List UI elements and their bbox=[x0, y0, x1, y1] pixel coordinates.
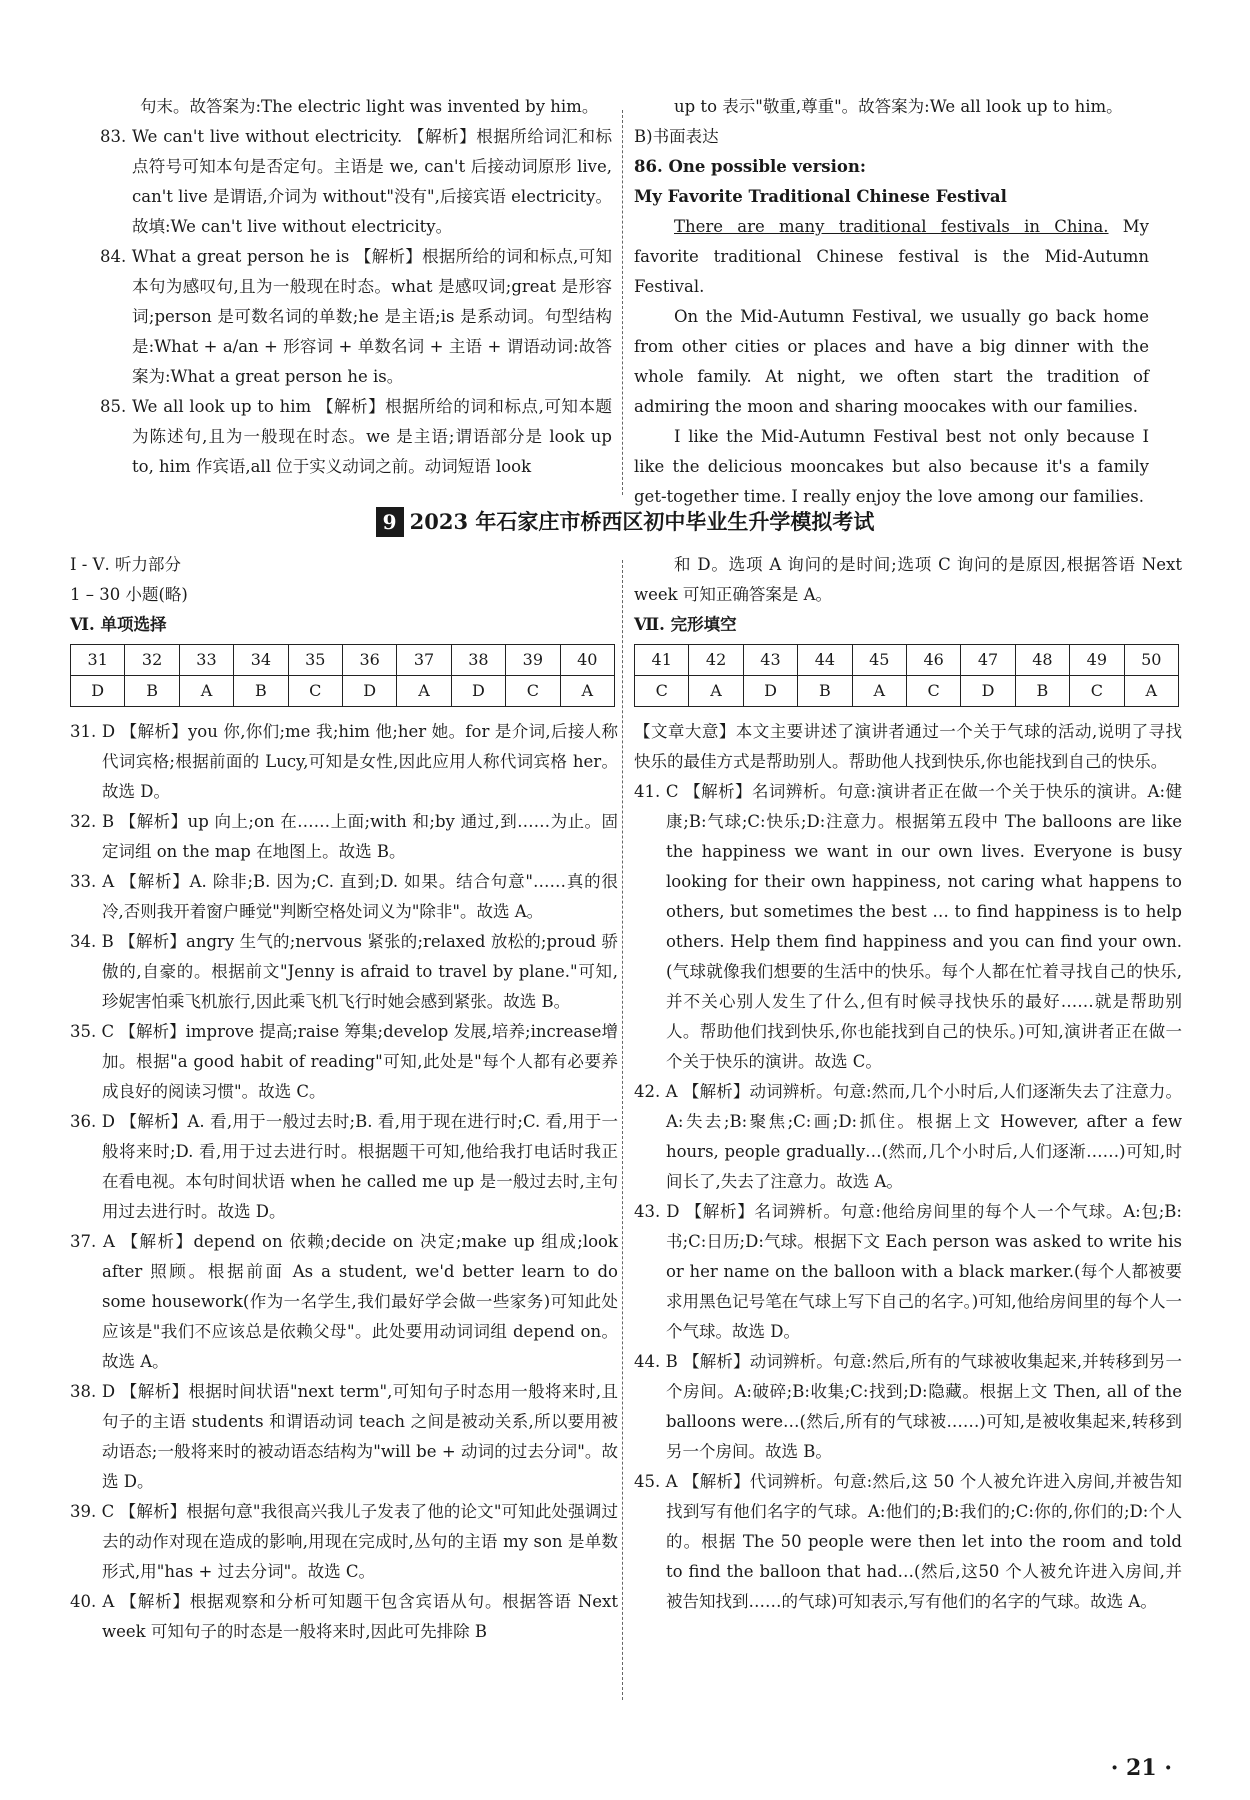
paragraph: 36. D 【解析】A. 看,用于一般过去时;B. 看,用于现在进行时;C. 看,用于一般将来时;D. 看,用于过去进行时。根据题干可知,他给我打电话时我正在看电视。本句时间状语 when he called me up 是一般过去时,主句用过去进行时。故选 D。 bbox=[70, 1112, 618, 1221]
question-number-cell: 37 bbox=[397, 645, 451, 676]
question-number-cell: 39 bbox=[506, 645, 560, 676]
answer-table-cloze bbox=[634, 644, 1179, 707]
question-number-cell: 43 bbox=[743, 645, 797, 676]
paragraph: Ⅶ. 完形填空 bbox=[634, 615, 737, 634]
answer-cell: C bbox=[635, 676, 689, 707]
paragraph: 和 D。选项 A 询问的是时间;选项 C 询问的是原因,根据答语 Next week 可知正确答案是 A。 bbox=[634, 555, 1182, 604]
section-number-badge: 9 bbox=[376, 507, 404, 537]
answer-cell: D bbox=[451, 676, 505, 707]
answer-cell: C bbox=[288, 676, 342, 707]
paragraph: 35. C 【解析】improve 提高;raise 筹集;develop 发展,培养;increase增加。根据"a good habit of reading"可知,此处是"每个人都有必要养成良好的阅读习惯"。故选 C。 bbox=[70, 1022, 618, 1101]
answer-cell: B bbox=[125, 676, 179, 707]
paragraph: 41. C 【解析】名词辨析。句意:演讲者正在做一个关于快乐的演讲。A:健康;B:气球;C:快乐;D:注意力。根据第五段中 The balloons are like the happiness we want in our own lives. Everyone is busy looking for their own happiness, not caring what happens to others, but sometimes the best … to find happiness is to help others. Help them find happiness and you can find your own.(气球就像我们想要的生活中的快乐。每个人都在忙着寻找自己的快乐,并不关心别人发生了什么,但有时候寻找快乐的最好……就是帮助别人。帮助他们找到快乐,你也能找到自己的快乐。)可知,演讲者正在做一个关于快乐的演讲。故选 C。 bbox=[634, 782, 1182, 1071]
paragraph: 40. A 【解析】根据观察和分析可知题干包含宾语从句。根据答语 Next week 可知句子的时态是一般将来时,因此可先排除 B bbox=[70, 1592, 618, 1641]
answer-cell: B bbox=[234, 676, 288, 707]
paragraph: I like the Mid-Autumn Festival best not only because I like the delicious mooncakes but also because it's a family get-together time. I really enjoy the love among our families. bbox=[634, 427, 1149, 506]
answer-cell: A bbox=[689, 676, 743, 707]
paragraph: 86. One possible version: bbox=[634, 157, 866, 176]
question-number-cell: 36 bbox=[342, 645, 396, 676]
paragraph: 43. D 【解析】名词辨析。句意:他给房间里的每个人一个气球。A:包;B:书;C:日历;D:气球。根据下文 Each person was asked to write his or her name on the balloon with a black marker.(每个人都被要求用黑色记号笔在气球上写下自己的名字。)可知,他给房间里的每个人一个气球。故选 D。 bbox=[634, 1202, 1182, 1341]
paragraph: 38. D 【解析】根据时间状语"next term",可知句子时态用一般将来时,且句子的主语 students 和谓语动词 teach 之间是被动关系,所以要用被动语态;一般将来时的被动语态结构为"will be + 动词的过去分词"。故选 D。 bbox=[70, 1382, 618, 1491]
bottom-left-column bbox=[70, 550, 618, 1647]
question-number-cell: 49 bbox=[1070, 645, 1124, 676]
question-number-cell: 45 bbox=[852, 645, 906, 676]
answer-cell: D bbox=[743, 676, 797, 707]
page-number: · 21 · bbox=[1110, 1755, 1172, 1781]
paragraph: On the Mid-Autumn Festival, we usually go back home from other cities or places and have a big dinner with the whole family. At night, we often start the tradition of admiring the moon and sharing moocakes with our families. bbox=[634, 307, 1149, 416]
question-number-cell: 48 bbox=[1015, 645, 1069, 676]
question-number-cell: 35 bbox=[288, 645, 342, 676]
paragraph: 44. B 【解析】动词辨析。句意:然后,所有的气球被收集起来,并转移到另一个房间。A:破碎;B:收集;C:找到;D:隐藏。根据上文 Then, all of the balloons were…(然后,所有的气球被……)可知,是被收集起来,转移到另一个房间。故选 B。 bbox=[634, 1352, 1182, 1461]
paragraph: 31. D 【解析】you 你,你们;me 我;him 他;her 她。for 是介词,后接人称代词宾格;根据前面的 Lucy,可知是女性,因此应用人称代词宾格 her。故选 D。 bbox=[70, 722, 618, 801]
question-number-cell: 34 bbox=[234, 645, 288, 676]
question-number-cell: 44 bbox=[798, 645, 852, 676]
underlined-sentence: There are many traditional festivals in China. bbox=[674, 217, 1109, 236]
answer-cell: A bbox=[397, 676, 451, 707]
question-number-cell: 50 bbox=[1124, 645, 1178, 676]
section-heading bbox=[0, 505, 1250, 539]
question-number-cell: 47 bbox=[961, 645, 1015, 676]
section-title: 2023 年石家庄市桥西区初中毕业生升学模拟考试 bbox=[409, 509, 875, 534]
answer-cell: A bbox=[560, 676, 614, 707]
answer-table-single-choice bbox=[70, 644, 615, 707]
paragraph: 42. A 【解析】动词辨析。句意:然而,几个小时后,人们逐渐失去了注意力。A:失去;B:聚焦;C:画;D:抓住。根据上文 However, after a few hours, people gradually…(然而,几个小时后,人们逐渐……)可知,时间长了,失去了注意力。故选 A。 bbox=[634, 1082, 1182, 1191]
bottom-right-column bbox=[634, 550, 1182, 1617]
paragraph: 39. C 【解析】根据句意"我很高兴我儿子发表了他的论文"可知此处强调过去的动作对现在造成的影响,用现在完成时,丛句的主语 my son 是单数形式,用"has + 过去分词"。故选 C。 bbox=[70, 1502, 618, 1581]
paragraph: 83. We can't live without electricity. 【解析】根据所给词汇和标点符号可知本句是否定句。主语是 we, can't 后接动词原形 live, can't live 是谓语,介词为 without"没有",后接宾语 electricity。故填:We can't live without electricity。 bbox=[100, 127, 612, 236]
top-right-column bbox=[634, 92, 1149, 512]
paragraph: 45. A 【解析】代词辨析。句意:然后,这 50 个人被允许进入房间,并被告知找到写有他们名字的气球。A:他们的;B:我们的;C:你的,你们的;D:个人的。根据 The 50 people were then let into the room and told to find the balloon that had…(然后,这50 个人被允许进入房间,并被告知找到……的气球)可知表示,写有他们的名字的气球。故选 A。 bbox=[634, 1472, 1182, 1611]
answer-cell: D bbox=[961, 676, 1015, 707]
answer-cell: A bbox=[179, 676, 233, 707]
paragraph: up to 表示"敬重,尊重"。故答案为:We all look up to him。 bbox=[674, 97, 1123, 116]
question-number-cell: 41 bbox=[635, 645, 689, 676]
top-left-column bbox=[100, 92, 612, 482]
paragraph: My Favorite Traditional Chinese Festival bbox=[634, 187, 1007, 206]
paragraph: 【文章大意】本文主要讲述了演讲者通过一个关于气球的活动,说明了寻找快乐的最佳方式是帮助别人。帮助他人找到快乐,你也能找到自己的快乐。 bbox=[634, 722, 1182, 771]
answer-cell: A bbox=[1124, 676, 1178, 707]
paragraph: 1 – 30 小题(略) bbox=[70, 585, 188, 604]
paragraph: 34. B 【解析】angry 生气的;nervous 紧张的;relaxed 放松的;proud 骄傲的,自豪的。根据前文"Jenny is afraid to travel by plane."可知,珍妮害怕乘飞机旅行,因此乘飞机飞行时她会感到紧张。故选 B。 bbox=[70, 932, 618, 1011]
answer-cell: B bbox=[798, 676, 852, 707]
answer-cell: C bbox=[906, 676, 960, 707]
paragraph: 37. A 【解析】depend on 依赖;decide on 决定;make up 组成;look after 照顾。根据前面 As a student, we'd better learn to do some housework(作为一名学生,我们最好学会做一些家务)可知此处应该是"我们不应该总是依赖父母"。此处要用动词词组 depend on。故选 A。 bbox=[70, 1232, 618, 1371]
paragraph: Ⅰ - Ⅴ. 听力部分 bbox=[70, 555, 181, 574]
column-divider bbox=[622, 560, 623, 1700]
question-number-cell: 46 bbox=[906, 645, 960, 676]
question-number-cell: 31 bbox=[71, 645, 125, 676]
question-number-cell: 32 bbox=[125, 645, 179, 676]
question-number-cell: 42 bbox=[689, 645, 743, 676]
paragraph: 32. B 【解析】up 向上;on 在……上面;with 和;by 通过,到……为止。固定词组 on the map 在地图上。故选 B。 bbox=[70, 812, 618, 861]
answer-cell: D bbox=[71, 676, 125, 707]
answer-cell: A bbox=[852, 676, 906, 707]
question-number-cell: 40 bbox=[560, 645, 614, 676]
paragraph: Ⅵ. 单项选择 bbox=[70, 615, 167, 634]
question-number-cell: 38 bbox=[451, 645, 505, 676]
column-divider bbox=[622, 110, 623, 495]
answer-cell: C bbox=[506, 676, 560, 707]
paragraph: B)书面表达 bbox=[634, 127, 719, 146]
answer-cell: D bbox=[342, 676, 396, 707]
paragraph: 85. We all look up to him 【解析】根据所给的词和标点,可知本题为陈述句,且为一般现在时态。we 是主语;谓语部分是 look up to, him 作宾语,all 位于实义动词之前。动词短语 look bbox=[100, 397, 612, 476]
answer-cell: B bbox=[1015, 676, 1069, 707]
paragraph: 句末。故答案为:The electric light was invented by him。 bbox=[140, 97, 599, 116]
question-number-cell: 33 bbox=[179, 645, 233, 676]
answer-cell: C bbox=[1070, 676, 1124, 707]
paragraph: 33. A 【解析】A. 除非;B. 因为;C. 直到;D. 如果。结合句意"……真的很冷,否则我开着窗户睡觉"判断空格处词义为"除非"。故选 A。 bbox=[70, 872, 618, 921]
paragraph: 84. What a great person he is 【解析】根据所给的词和标点,可知本句为感叹句,且为一般现在时态。what 是感叹词;great 是形容词;person 是可数名词的单数;he 是主语;is 是系动词。句型结构是:What + a/an + 形容词 + 单数名词 + 主语 + 谓语动词:故答案为:What a great person he is。 bbox=[100, 247, 612, 386]
paragraph bbox=[634, 212, 1149, 302]
sentence: My favorite traditional Chinese festival is the Mid-Autumn Festival. bbox=[634, 217, 1149, 296]
